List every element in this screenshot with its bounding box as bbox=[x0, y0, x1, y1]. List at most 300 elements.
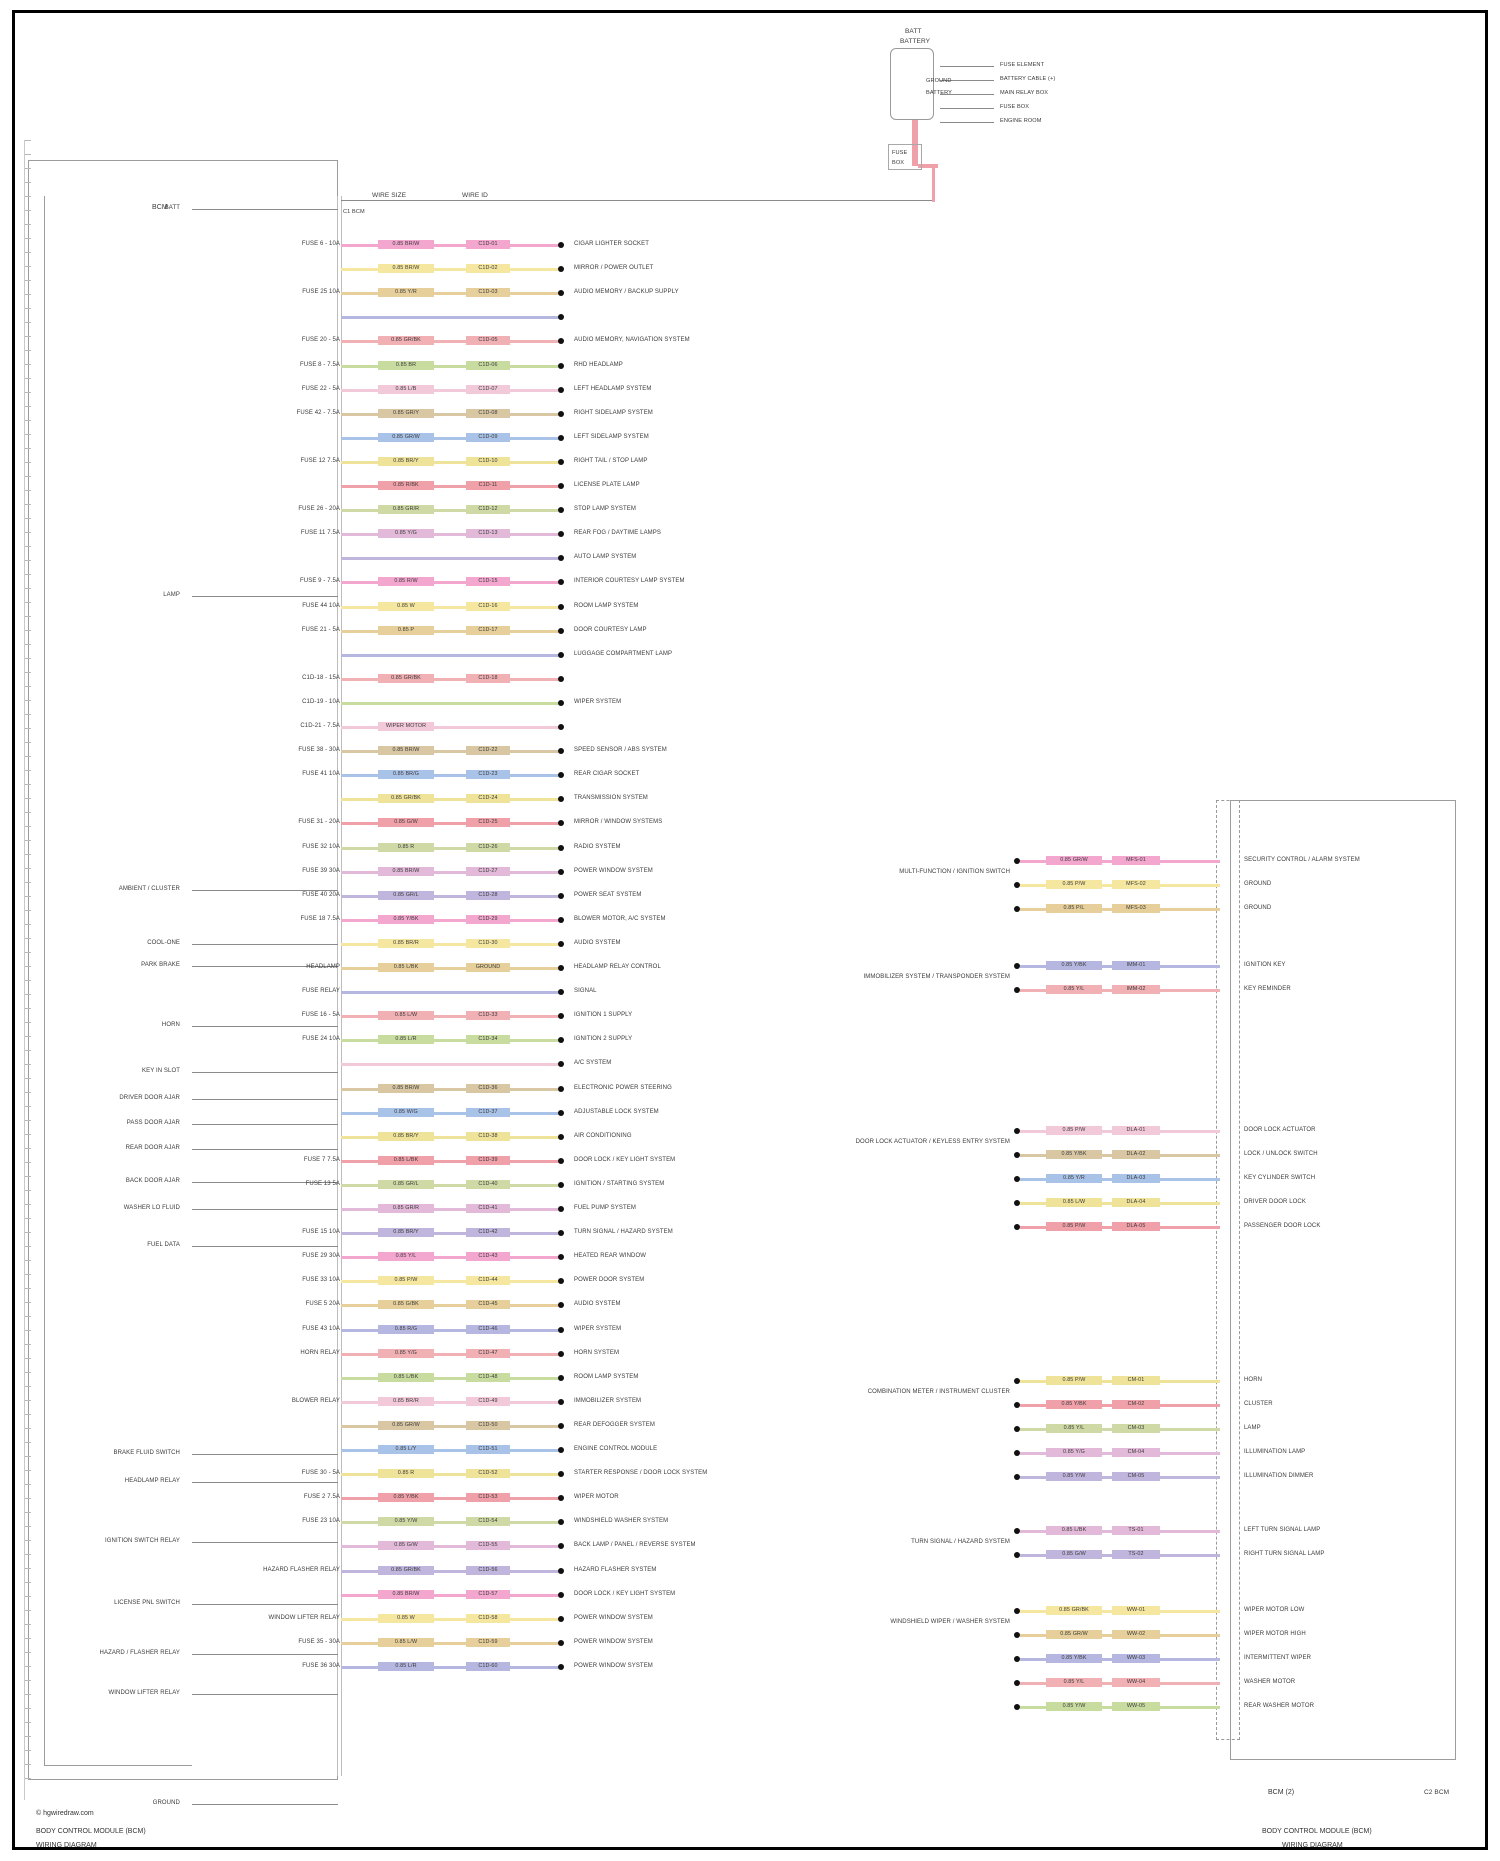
node-dot-45 bbox=[558, 1327, 564, 1333]
ruler-tick-9 bbox=[24, 266, 31, 267]
cluster-label-0: MULTI-FUNCTION / IGNITION SWITCH bbox=[899, 869, 1010, 875]
ruler-tick-60 bbox=[24, 980, 31, 981]
wire-size-18: 0.85 GR/BK bbox=[391, 675, 421, 681]
pin-label-26: FUSE 39 30A bbox=[302, 868, 340, 874]
wire-id-16: C1D-17 bbox=[478, 627, 498, 633]
cluster-label-2: DOOR LOCK ACTUATOR / KEYLESS ENTRY SYSTEM bbox=[855, 1139, 1010, 1145]
cluster-size-5-4: 0.85 Y/W bbox=[1062, 1703, 1086, 1709]
bcm-connector-spine bbox=[337, 196, 338, 1776]
cluster-node-3-0 bbox=[1014, 1378, 1020, 1384]
group-lead-5 bbox=[192, 1026, 338, 1027]
top-module-label-2: BATTERY bbox=[900, 38, 931, 45]
ruler-tick-103 bbox=[24, 1582, 31, 1583]
node-dot-3 bbox=[558, 314, 564, 320]
wire-size-2: 0.85 Y/R bbox=[395, 289, 417, 295]
wire-30 bbox=[341, 967, 561, 970]
group-label-4: PARK BRAKE bbox=[141, 962, 180, 968]
ruler-tick-39 bbox=[24, 686, 31, 687]
wire-20 bbox=[341, 726, 561, 729]
wire-size-58: 0.85 L/W bbox=[394, 1639, 418, 1645]
ruler-tick-78 bbox=[24, 1232, 31, 1233]
group-label-15: IGNITION SWITCH RELAY bbox=[105, 1538, 180, 1544]
wire-16 bbox=[341, 630, 561, 633]
wire-41 bbox=[341, 1232, 561, 1235]
group-lead-15 bbox=[192, 1542, 338, 1543]
pin-desc-0: CIGAR LIGHTER SOCKET bbox=[574, 241, 650, 247]
wire-id-44: C1D-45 bbox=[478, 1301, 498, 1307]
pin-label-43: FUSE 33 10A bbox=[302, 1277, 340, 1283]
cluster-size-2-1: 0.85 Y/BK bbox=[1061, 1151, 1087, 1157]
wire-size-39: 0.85 GR/L bbox=[393, 1181, 419, 1187]
wire-size-52: 0.85 Y/BK bbox=[393, 1494, 419, 1500]
cluster-size-3-3: 0.85 Y/G bbox=[1063, 1449, 1085, 1455]
wire-size-54: 0.85 G/W bbox=[394, 1542, 418, 1548]
cluster-id-0-1: MFS-02 bbox=[1126, 881, 1146, 887]
cluster-label-1: IMMOBILIZER SYSTEM / TRANSPONDER SYSTEM bbox=[863, 974, 1010, 980]
pin-desc-27: POWER SEAT SYSTEM bbox=[574, 892, 642, 898]
cluster-id-2-4: DLA-05 bbox=[1126, 1223, 1146, 1229]
pin-desc-2: AUDIO MEMORY / BACKUP SUPPLY bbox=[574, 289, 679, 295]
ruler-tick-93 bbox=[24, 1442, 31, 1443]
wire-size-36: 0.85 W/G bbox=[394, 1109, 418, 1115]
ruler-tick-102 bbox=[24, 1568, 31, 1569]
ruler-tick-107 bbox=[24, 1638, 31, 1639]
cluster-id-0-2: MFS-03 bbox=[1126, 905, 1146, 911]
wire-size-32: 0.85 L/W bbox=[394, 1012, 418, 1018]
wire-13 bbox=[341, 557, 561, 560]
wire-57 bbox=[341, 1618, 561, 1621]
ruler-tick-45 bbox=[24, 770, 31, 771]
ruler-tick-31 bbox=[24, 574, 31, 575]
wire-19 bbox=[341, 702, 561, 705]
node-dot-38 bbox=[558, 1158, 564, 1164]
footer-credit: © hgwiredraw.com bbox=[36, 1810, 94, 1817]
footer-right-title-2: WIRING DIAGRAM bbox=[1282, 1842, 1343, 1849]
cluster-id-3-4: CM-05 bbox=[1127, 1473, 1145, 1479]
pin-label-11: FUSE 26 - 20A bbox=[298, 506, 340, 512]
pin-label-28: FUSE 18 7.5A bbox=[300, 916, 340, 922]
pin-desc-4: AUDIO MEMORY, NAVIGATION SYSTEM bbox=[574, 337, 690, 343]
ruler-tick-57 bbox=[24, 938, 31, 939]
ruler-tick-12 bbox=[24, 308, 31, 309]
wire-id-25: C1D-26 bbox=[478, 844, 498, 850]
node-dot-31 bbox=[558, 989, 564, 995]
node-dot-33 bbox=[558, 1037, 564, 1043]
node-dot-26 bbox=[558, 869, 564, 875]
wire-id-10: C1D-11 bbox=[478, 482, 498, 488]
node-dot-36 bbox=[558, 1110, 564, 1116]
bcm-left-rail bbox=[44, 196, 192, 1766]
top-note-2: MAIN RELAY BOX bbox=[1000, 90, 1049, 96]
pin-desc-34: A/C SYSTEM bbox=[574, 1060, 612, 1066]
wire-size-9: 0.85 BR/Y bbox=[393, 458, 419, 464]
wire-17 bbox=[341, 654, 561, 657]
cluster-node-1-1 bbox=[1014, 987, 1020, 993]
ruler-tick-28 bbox=[24, 532, 31, 533]
group-lead-7 bbox=[192, 1099, 338, 1100]
cluster-id-3-3: CM-04 bbox=[1127, 1449, 1145, 1455]
cluster-node-4-1 bbox=[1014, 1552, 1020, 1558]
ruler-tick-27 bbox=[24, 518, 31, 519]
ruler-tick-51 bbox=[24, 854, 31, 855]
ruler-tick-80 bbox=[24, 1260, 31, 1261]
wire-49 bbox=[341, 1425, 561, 1428]
pin-desc-52: WIPER MOTOR bbox=[574, 1494, 619, 1500]
pin-desc-17: LUGGAGE COMPARTMENT LAMP bbox=[574, 651, 673, 657]
wire-4 bbox=[341, 340, 561, 343]
pin-desc-47: ROOM LAMP SYSTEM bbox=[574, 1374, 639, 1380]
battery-feed-line bbox=[341, 200, 933, 201]
ruler-tick-106 bbox=[24, 1624, 31, 1625]
pin-desc-8: LEFT SIDELAMP SYSTEM bbox=[574, 434, 649, 440]
pin-label-41: FUSE 15 10A bbox=[302, 1229, 340, 1235]
wire-size-1: 0.85 BR/W bbox=[392, 265, 420, 271]
cluster-size-3-1: 0.85 Y/BK bbox=[1061, 1401, 1087, 1407]
cluster-id-2-1: DLA-02 bbox=[1126, 1151, 1146, 1157]
cluster-id-5-2: WW-03 bbox=[1126, 1655, 1146, 1661]
ruler-tick-113 bbox=[24, 1722, 31, 1723]
node-dot-18 bbox=[558, 676, 564, 682]
cluster-desc-3-2: LAMP bbox=[1244, 1425, 1261, 1431]
group-lead-8 bbox=[192, 1124, 338, 1125]
node-dot-27 bbox=[558, 893, 564, 899]
pin-desc-35: ELECTRONIC POWER STEERING bbox=[574, 1085, 672, 1091]
group-label-6: KEY IN SLOT bbox=[141, 1068, 180, 1074]
ruler-tick-46 bbox=[24, 784, 31, 785]
cluster-desc-4-1: RIGHT TURN SIGNAL LAMP bbox=[1244, 1551, 1325, 1557]
group-lead-1 bbox=[192, 596, 338, 597]
node-dot-1 bbox=[558, 266, 564, 272]
wire-size-44: 0.85 G/BK bbox=[393, 1301, 419, 1307]
node-dot-19 bbox=[558, 700, 564, 706]
top-module-terminal-left: GROUND bbox=[926, 78, 952, 84]
node-dot-11 bbox=[558, 507, 564, 513]
cluster-desc-5-3: WASHER MOTOR bbox=[1244, 1679, 1296, 1685]
cluster-node-5-1 bbox=[1014, 1632, 1020, 1638]
node-dot-30 bbox=[558, 965, 564, 971]
pin-label-46: HORN RELAY bbox=[300, 1350, 340, 1356]
wire-40 bbox=[341, 1208, 561, 1211]
ruler-tick-40 bbox=[24, 700, 31, 701]
node-dot-56 bbox=[558, 1592, 564, 1598]
wire-34 bbox=[341, 1063, 561, 1066]
wire-size-28: 0.85 Y/BK bbox=[393, 916, 419, 922]
cluster-size-4-1: 0.85 G/W bbox=[1062, 1551, 1086, 1557]
wire-id-32: C1D-33 bbox=[478, 1012, 498, 1018]
pin-label-31: FUSE RELAY bbox=[302, 988, 340, 994]
wire-id-29: C1D-30 bbox=[478, 940, 498, 946]
cluster-id-1-1: IMM-02 bbox=[1126, 986, 1146, 992]
wire-size-37: 0.85 BR/Y bbox=[393, 1133, 419, 1139]
cluster-id-2-0: DLA-01 bbox=[1126, 1127, 1146, 1133]
ruler-tick-36 bbox=[24, 644, 31, 645]
ruler-tick-14 bbox=[24, 336, 31, 337]
wire-size-46: 0.85 Y/G bbox=[395, 1350, 417, 1356]
group-lead-13 bbox=[192, 1454, 338, 1455]
node-dot-9 bbox=[558, 459, 564, 465]
ruler-tick-25 bbox=[24, 490, 31, 491]
cluster-size-3-2: 0.85 Y/L bbox=[1063, 1425, 1085, 1431]
wire-12 bbox=[341, 533, 561, 536]
cluster-size-0-0: 0.85 GR/W bbox=[1060, 857, 1088, 863]
cluster-label-5: WINDSHIELD WIPER / WASHER SYSTEM bbox=[890, 1619, 1010, 1625]
wire-id-53: C1D-54 bbox=[478, 1518, 498, 1524]
pin-label-32: FUSE 16 - 5A bbox=[301, 1012, 340, 1018]
pin-desc-14: INTERIOR COURTESY LAMP SYSTEM bbox=[574, 578, 685, 584]
node-dot-14 bbox=[558, 579, 564, 585]
wire-id-21: C1D-22 bbox=[478, 747, 498, 753]
pin-desc-54: BACK LAMP / PANEL / REVERSE SYSTEM bbox=[574, 1542, 696, 1548]
node-dot-25 bbox=[558, 845, 564, 851]
ruler-tick-111 bbox=[24, 1694, 31, 1695]
battery-module bbox=[890, 48, 934, 120]
pin-label-39: FUSE 13 5A bbox=[305, 1181, 340, 1187]
cluster-id-3-2: CM-03 bbox=[1127, 1425, 1145, 1431]
cluster-id-5-0: WW-01 bbox=[1126, 1607, 1146, 1613]
wire-36 bbox=[341, 1112, 561, 1115]
cluster-id-5-4: WW-05 bbox=[1126, 1703, 1146, 1709]
cluster-size-1-0: 0.85 Y/BK bbox=[1061, 962, 1087, 968]
pin-desc-49: REAR DEFOGGER SYSTEM bbox=[574, 1422, 656, 1428]
node-dot-7 bbox=[558, 411, 564, 417]
pin-desc-40: FUEL PUMP SYSTEM bbox=[574, 1205, 636, 1211]
wire-45 bbox=[341, 1329, 561, 1332]
pin-desc-26: POWER WINDOW SYSTEM bbox=[574, 868, 653, 874]
group-lead-18 bbox=[192, 1694, 338, 1695]
pin-label-4: FUSE 20 - 5A bbox=[301, 337, 340, 343]
ruler-tick-17 bbox=[24, 378, 31, 379]
fuse-box bbox=[888, 144, 922, 170]
ruler-tick-110 bbox=[24, 1680, 31, 1681]
wire-size-43: 0.85 P/W bbox=[394, 1277, 418, 1283]
ruler-tick-35 bbox=[24, 630, 31, 631]
cluster-desc-2-1: LOCK / UNLOCK SWITCH bbox=[1244, 1151, 1318, 1157]
wire-size-26: 0.85 BR/W bbox=[392, 868, 420, 874]
group-lead-12 bbox=[192, 1246, 338, 1247]
node-dot-6 bbox=[558, 387, 564, 393]
ruler-tick-21 bbox=[24, 434, 31, 435]
page-mark: BCM (2) bbox=[1268, 1789, 1295, 1796]
ruler-tick-99 bbox=[24, 1526, 31, 1527]
cluster-size-0-2: 0.85 P/L bbox=[1063, 905, 1085, 911]
node-dot-52 bbox=[558, 1495, 564, 1501]
top-note-4: ENGINE ROOM bbox=[1000, 118, 1042, 124]
pin-desc-19: WIPER SYSTEM bbox=[574, 699, 622, 705]
pin-label-55: HAZARD FLASHER RELAY bbox=[263, 1567, 340, 1573]
wire-id-55: C1D-56 bbox=[478, 1567, 498, 1573]
ruler-tick-49 bbox=[24, 826, 31, 827]
pin-desc-29: AUDIO SYSTEM bbox=[574, 940, 621, 946]
wire-id-1: C1D-02 bbox=[478, 265, 498, 271]
ruler-tick-79 bbox=[24, 1246, 31, 1247]
wire-24 bbox=[341, 822, 561, 825]
wire-size-57: 0.85 W bbox=[397, 1615, 415, 1621]
ruler-tick-68 bbox=[24, 1092, 31, 1093]
ruler-tick-24 bbox=[24, 476, 31, 477]
cluster-id-3-1: CM-02 bbox=[1127, 1401, 1145, 1407]
ruler-tick-15 bbox=[24, 350, 31, 351]
cluster-id-4-1: TS-02 bbox=[1128, 1551, 1144, 1557]
wire-22 bbox=[341, 774, 561, 777]
wire-size-20: WIPER MOTOR bbox=[385, 723, 427, 729]
cluster-id-2-3: DLA-04 bbox=[1126, 1199, 1146, 1205]
group-label-5: HORN bbox=[161, 1022, 180, 1028]
group-lead-3 bbox=[192, 944, 338, 945]
node-dot-10 bbox=[558, 483, 564, 489]
wire-18 bbox=[341, 678, 561, 681]
group-label-8: PASS DOOR AJAR bbox=[126, 1120, 180, 1126]
wire-id-56: C1D-57 bbox=[478, 1591, 498, 1597]
group-lead-16 bbox=[192, 1604, 338, 1605]
ruler-tick-74 bbox=[24, 1176, 31, 1177]
ruler-tick-85 bbox=[24, 1330, 31, 1331]
wire-id-24: C1D-25 bbox=[478, 819, 498, 825]
cluster-node-0-0 bbox=[1014, 858, 1020, 864]
node-dot-12 bbox=[558, 531, 564, 537]
ruler-tick-59 bbox=[24, 966, 31, 967]
cluster-id-4-0: TS-01 bbox=[1128, 1527, 1144, 1533]
wire-37 bbox=[341, 1136, 561, 1139]
wire-31 bbox=[341, 991, 561, 994]
wire-size-42: 0.85 Y/L bbox=[395, 1253, 417, 1259]
pin-label-44: FUSE 5 20A bbox=[305, 1301, 340, 1307]
ruler-tick-83 bbox=[24, 1302, 31, 1303]
wire-id-50: C1D-51 bbox=[478, 1446, 498, 1452]
group-label-14: HEADLAMP RELAY bbox=[124, 1478, 180, 1484]
wire-2 bbox=[341, 292, 561, 295]
cluster-id-3-0: CM-01 bbox=[1127, 1377, 1145, 1383]
ruler-tick-66 bbox=[24, 1064, 31, 1065]
ruler-tick-8 bbox=[24, 252, 31, 253]
c1-connector-label: C1 BCM bbox=[343, 209, 365, 215]
wire-id-26: C1D-27 bbox=[478, 868, 498, 874]
ruler-tick-56 bbox=[24, 924, 31, 925]
cluster-size-5-3: 0.85 Y/L bbox=[1063, 1679, 1085, 1685]
pin-label-38: FUSE 7 7.5A bbox=[303, 1157, 340, 1163]
wire-id-49: C1D-50 bbox=[478, 1422, 498, 1428]
wire-29 bbox=[341, 943, 561, 946]
wire-size-35: 0.85 BR/W bbox=[392, 1085, 420, 1091]
group-label-18: WINDOW LIFTER RELAY bbox=[108, 1690, 180, 1696]
wire-50 bbox=[341, 1449, 561, 1452]
wire-58 bbox=[341, 1642, 561, 1645]
pin-desc-45: WIPER SYSTEM bbox=[574, 1326, 622, 1332]
cluster-desc-2-0: DOOR LOCK ACTUATOR bbox=[1244, 1127, 1316, 1133]
node-dot-41 bbox=[558, 1230, 564, 1236]
cluster-node-2-2 bbox=[1014, 1176, 1020, 1182]
wire-size-27: 0.85 GR/L bbox=[393, 892, 419, 898]
wire-id-9: C1D-10 bbox=[478, 458, 498, 464]
cluster-node-3-2 bbox=[1014, 1426, 1020, 1432]
cluster-desc-3-3: ILLUMINATION LAMP bbox=[1244, 1449, 1306, 1455]
pin-desc-1: MIRROR / POWER OUTLET bbox=[574, 265, 654, 271]
pin-desc-50: ENGINE CONTROL MODULE bbox=[574, 1446, 658, 1452]
top-module-bottom-label-2: BOX bbox=[892, 160, 905, 166]
ruler-tick-4 bbox=[24, 196, 31, 197]
ruler-tick-2 bbox=[24, 168, 31, 169]
node-dot-4 bbox=[558, 338, 564, 344]
wire-id-41: C1D-42 bbox=[478, 1229, 498, 1235]
wire-51 bbox=[341, 1473, 561, 1476]
wire-55 bbox=[341, 1570, 561, 1573]
wire-id-36: C1D-37 bbox=[478, 1109, 498, 1115]
pin-desc-15: ROOM LAMP SYSTEM bbox=[574, 603, 639, 609]
cluster-size-5-0: 0.85 GR/BK bbox=[1059, 1607, 1089, 1613]
wire-id-48: C1D-49 bbox=[478, 1398, 498, 1404]
pin-desc-55: HAZARD FLASHER SYSTEM bbox=[574, 1567, 657, 1573]
wire-44 bbox=[341, 1304, 561, 1307]
wire-id-22: C1D-23 bbox=[478, 771, 498, 777]
wire-size-6: 0.85 L/B bbox=[395, 386, 417, 392]
wire-56 bbox=[341, 1594, 561, 1597]
ruler-tick-64 bbox=[24, 1036, 31, 1037]
pin-label-58: FUSE 35 - 30A bbox=[298, 1639, 340, 1645]
wire-size-11: 0.85 GR/R bbox=[392, 506, 420, 512]
group-label-12: FUEL DATA bbox=[147, 1242, 180, 1248]
cluster-id-1-0: IMM-01 bbox=[1126, 962, 1146, 968]
cluster-node-4-0 bbox=[1014, 1528, 1020, 1534]
wire-size-50: 0.85 L/Y bbox=[395, 1446, 417, 1452]
pin-desc-6: LEFT HEADLAMP SYSTEM bbox=[574, 386, 652, 392]
group-label-16: LICENSE PNL SWITCH bbox=[114, 1600, 180, 1606]
ruler-tick-13 bbox=[24, 322, 31, 323]
cluster-desc-2-4: PASSENGER DOOR LOCK bbox=[1244, 1223, 1321, 1229]
wire-1 bbox=[341, 268, 561, 271]
cluster-node-2-4 bbox=[1014, 1224, 1020, 1230]
ruler-tick-42 bbox=[24, 728, 31, 729]
wire-id-15: C1D-16 bbox=[478, 603, 498, 609]
wire-33 bbox=[341, 1039, 561, 1042]
ruler-tick-73 bbox=[24, 1162, 31, 1163]
wire-26 bbox=[341, 871, 561, 874]
wire-28 bbox=[341, 919, 561, 922]
cluster-size-5-2: 0.85 Y/BK bbox=[1061, 1655, 1087, 1661]
group-label-13: BRAKE FLUID SWITCH bbox=[113, 1450, 180, 1456]
wire-size-7: 0.85 GR/Y bbox=[392, 410, 420, 416]
wire-52 bbox=[341, 1497, 561, 1500]
wire-size-5: 0.85 BR bbox=[395, 362, 417, 368]
ruler-tick-65 bbox=[24, 1050, 31, 1051]
wire-size-23: 0.85 GR/BK bbox=[391, 795, 421, 801]
pin-desc-56: DOOR LOCK / KEY LIGHT SYSTEM bbox=[574, 1591, 676, 1597]
ruler-tick-108 bbox=[24, 1652, 31, 1653]
cluster-size-2-2: 0.85 Y/R bbox=[1063, 1175, 1085, 1181]
group-label-17: HAZARD / FLASHER RELAY bbox=[99, 1650, 180, 1656]
ruler-tick-90 bbox=[24, 1400, 31, 1401]
wire-id-33: C1D-34 bbox=[478, 1036, 498, 1042]
top-note-1: BATTERY CABLE (+) bbox=[1000, 76, 1056, 82]
wire-27 bbox=[341, 895, 561, 898]
wire-size-47: 0.85 L/BK bbox=[393, 1374, 419, 1380]
wire-3 bbox=[341, 316, 561, 319]
node-dot-5 bbox=[558, 363, 564, 369]
cluster-node-3-3 bbox=[1014, 1450, 1020, 1456]
ruler-tick-10 bbox=[24, 280, 31, 281]
cluster-size-3-4: 0.85 Y/W bbox=[1062, 1473, 1086, 1479]
pin-desc-48: IMMOBILIZER SYSTEM bbox=[574, 1398, 642, 1404]
wire-25 bbox=[341, 847, 561, 850]
node-dot-32 bbox=[558, 1013, 564, 1019]
cluster-node-0-2 bbox=[1014, 906, 1020, 912]
wire-size-48: 0.85 BR/R bbox=[393, 1398, 419, 1404]
node-dot-13 bbox=[558, 555, 564, 561]
node-dot-48 bbox=[558, 1399, 564, 1405]
wire-23 bbox=[341, 798, 561, 801]
group-lead-9 bbox=[192, 1149, 338, 1150]
cluster-desc-0-1: GROUND bbox=[1244, 881, 1272, 887]
wire-size-59: 0.85 L/R bbox=[395, 1663, 417, 1669]
footer-left-title: BODY CONTROL MODULE (BCM) bbox=[36, 1828, 146, 1835]
